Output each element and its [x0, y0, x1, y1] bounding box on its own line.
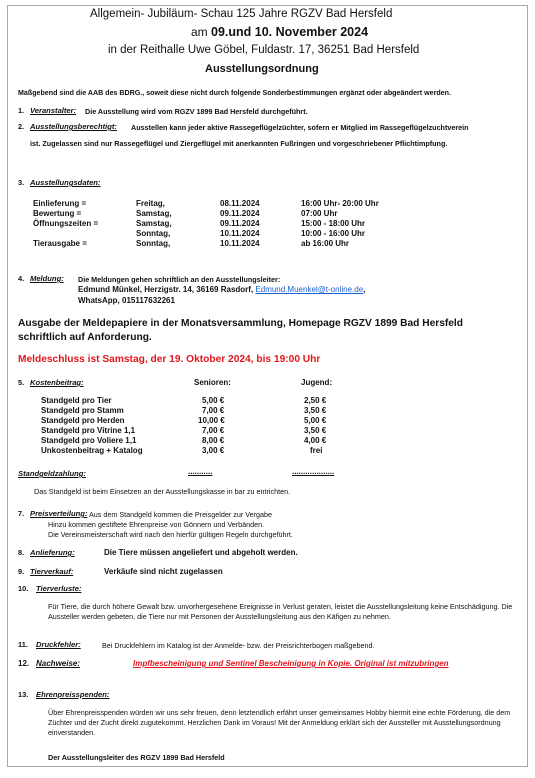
contact-address	[78, 285, 365, 294]
schedule-time: 10:00 - 16:00 Uhr	[301, 229, 366, 238]
section-12-label: Nachweise:	[36, 659, 81, 668]
schedule-day: Sonntag,	[136, 239, 171, 248]
section-7-number: 7.	[18, 509, 25, 518]
section-7-text-1: Aus dem Standgeld kommen die Preisgelder zur Vergabe	[89, 510, 272, 519]
section-6-text: Das Standgeld ist beim Einsetzen an der Ausstellungskasse in bar zu entrichten.	[34, 487, 291, 496]
section-13-label: Ehrenpreisspenden:	[36, 690, 110, 699]
fee-item: Standgeld pro Tier	[41, 396, 112, 405]
section-7-text-3: Die Vereinsmeisterschaft wird nach den hierfür gültigen Regeln durchgeführt.	[48, 530, 293, 539]
section-2-number: 2.	[18, 122, 25, 131]
section-4-number: 4.	[18, 274, 25, 283]
fee-junior: 4,00 €	[304, 436, 327, 445]
section-4-text: Die Meldungen gehen schriftlich an den Ausstellungsleiter:	[78, 275, 281, 284]
fee-senior: 8,00 €	[202, 436, 225, 445]
section-11-number: 11.	[18, 640, 28, 649]
section-13-number: 13.	[18, 690, 29, 699]
contact-phone: WhatsApp, 015117632261	[78, 296, 175, 305]
fee-item: Standgeld pro Vitrine 1,1	[41, 426, 136, 435]
section-8-number: 8.	[18, 548, 25, 557]
schedule-time: 15:00 - 18:00 Uhr	[301, 219, 366, 228]
schedule-date: 10.11.2024	[220, 239, 260, 248]
schedule-day: Sonntag,	[136, 229, 171, 238]
section-3-label: Ausstellungsdaten:	[30, 178, 101, 187]
fee-junior: frei	[310, 446, 323, 455]
fee-item: Standgeld pro Voliere 1,1	[41, 436, 137, 445]
fee-senior: 7,00 €	[202, 406, 225, 415]
papers-line-2: schriftlich auf Anforderung.	[18, 332, 152, 343]
fee-junior: 2,50 €	[304, 396, 327, 405]
fee-senior: 5,00 €	[202, 396, 225, 405]
schedule-date: 09.11.2024	[220, 219, 260, 228]
contact-email-suffix: ,	[363, 285, 366, 294]
footer-signature: Der Ausstellungsleiter des RGZV 1899 Bad Hersfeld	[48, 753, 225, 762]
section-5-number: 5.	[18, 378, 25, 387]
section-12-text: Impfbescheinigung und Sentinel Bescheinigung in Kopie. Original ist mitzubringen	[133, 659, 449, 668]
section-1-label: Veranstalter:	[30, 106, 77, 115]
fee-item: Unkostenbeitrag + Katalog	[41, 446, 143, 455]
fee-junior: 3,50 €	[304, 426, 327, 435]
fee-junior: 3,50 €	[304, 406, 327, 415]
section-9-text: Verkäufe sind nicht zugelassen	[104, 567, 223, 576]
fee-junior: 5,00 €	[304, 416, 327, 425]
header-line-2	[191, 25, 368, 39]
section-6-label: Standgeldzahlung:	[18, 469, 86, 478]
header-date: 09.und 10. November 2024	[211, 25, 369, 39]
registration-deadline: Meldeschluss ist Samstag, der 19. Oktober 2024, bis 19:00 Uhr	[18, 354, 321, 365]
section-11-text: Bei Druckfehlern im Katalog ist der Anmelde- bzw. der Preisrichterbogen maßgebend.	[102, 641, 375, 650]
section-13-text: Über Ehrenpreisspenden würden wir uns sehr freuen, denn letztendlich erfährt unser gemeinsames Hobby hiermit eine echte Förderung, die dem Züchter und der Zucht direkt zugutekommt. Herzlichen Dank im Voraus! Mit der Anmeldung erklärt sich der Aussteller mit Ausstellungsordnung einverstanden.	[48, 708, 511, 737]
schedule-time: 16:00 Uhr- 20:00 Uhr	[301, 199, 379, 208]
schedule-label: Einlieferung =	[33, 199, 87, 208]
schedule-label: Bewertung =	[33, 209, 82, 218]
contact-name-address: Edmund Münkel, Herzigstr. 14, 36169 Rasdorf,	[78, 285, 254, 294]
section-11-label: Druckfehler:	[36, 640, 81, 649]
section-4-label: Meldung:	[30, 274, 64, 283]
contact-email-link[interactable]: Edmund.Muenkel@t-online.de	[255, 285, 364, 294]
document-page	[7, 5, 528, 767]
payment-blank-1: ...........	[188, 467, 213, 476]
section-2-text-1: Ausstellen kann jeder aktive Rassegeflügelzüchter, sofern er Mitglied im Rassegeflügelzuchtverein	[131, 123, 469, 132]
header-line-3: in der Reithalle Uwe Göbel, Fuldastr. 17, 36251 Bad Hersfeld	[108, 44, 420, 56]
page-title: Ausstellungsordnung	[205, 63, 319, 75]
schedule-date: 08.11.2024	[220, 199, 260, 208]
section-10-text: Für Tiere, die durch höhere Gewalt bzw. unvorhergesehene Ereignisse in Verlust geraten, leistet die Ausstellungsleitung keine Entschädigung. Die Aussteller werden gebeten, die Tiere nur mit Personen der Ausstellungsleitung aus den Käfigen zu nehmen.	[48, 602, 513, 621]
intro-text: Maßgebend sind die AAB des BDRG., soweit diese nicht durch folgende Sonderbestimmungen ergänzt oder abgeändert werden.	[18, 89, 451, 97]
fee-senior: 10,00 €	[198, 416, 225, 425]
fee-item: Standgeld pro Herden	[41, 416, 125, 425]
section-1-text: Die Ausstellung wird vom RGZV 1899 Bad Hersfeld durchgeführt.	[85, 107, 308, 116]
section-2-label: Ausstellungsberechtigt:	[30, 122, 117, 131]
section-7-label: Preisverteilung:	[30, 509, 88, 518]
payment-blank-2: ...................	[292, 467, 335, 476]
schedule-date: 09.11.2024	[220, 209, 260, 218]
fee-senior: 7,00 €	[202, 426, 225, 435]
section-3-number: 3.	[18, 178, 25, 187]
section-10-number: 10.	[18, 584, 29, 593]
papers-line-1: Ausgabe der Meldepapiere in der Monatsversammlung, Homepage RGZV 1899 Bad Hersfeld	[18, 318, 463, 329]
header-line-1: Allgemein- Jubiläum- Schau 125 Jahre RGZV Bad Hersfeld	[90, 8, 393, 20]
section-10-label: Tierverluste:	[36, 584, 82, 593]
section-5-label: Kostenbeitrag:	[30, 378, 84, 387]
schedule-time: ab 16:00 Uhr	[301, 239, 350, 248]
fee-column-junior: Jugend:	[301, 378, 333, 387]
section-8-text: Die Tiere müssen angeliefert und abgeholt werden.	[104, 548, 298, 557]
section-8-label: Anlieferung:	[30, 548, 75, 557]
header-date-prefix: am	[191, 25, 212, 39]
fee-item: Standgeld pro Stamm	[41, 406, 124, 415]
fee-column-senior: Senioren:	[194, 378, 231, 387]
section-7-text-2: Hinzu kommen gestiftete Ehrenpreise von Gönnern und Verbänden.	[48, 520, 265, 529]
section-2-text-2: ist. Zugelassen sind nur Rassegeflügel und Ziergeflügel mit anerkannten Fußringen und vorgeschriebener Pflichtimpfung.	[30, 139, 448, 148]
section-12-number: 12.	[18, 659, 30, 668]
schedule-day: Samstag,	[136, 209, 172, 218]
section-9-number: 9.	[18, 567, 25, 576]
schedule-label: Tierausgabe =	[33, 239, 87, 248]
schedule-date: 10.11.2024	[220, 229, 260, 238]
schedule-day: Freitag,	[136, 199, 165, 208]
section-9-label: Tierverkauf:	[30, 567, 74, 576]
section-1-number: 1.	[18, 106, 25, 115]
schedule-label: Öffnungszeiten =	[33, 219, 99, 228]
fee-senior: 3,00 €	[202, 446, 225, 455]
schedule-time: 07:00 Uhr	[301, 209, 338, 218]
schedule-day: Samstag,	[136, 219, 172, 228]
